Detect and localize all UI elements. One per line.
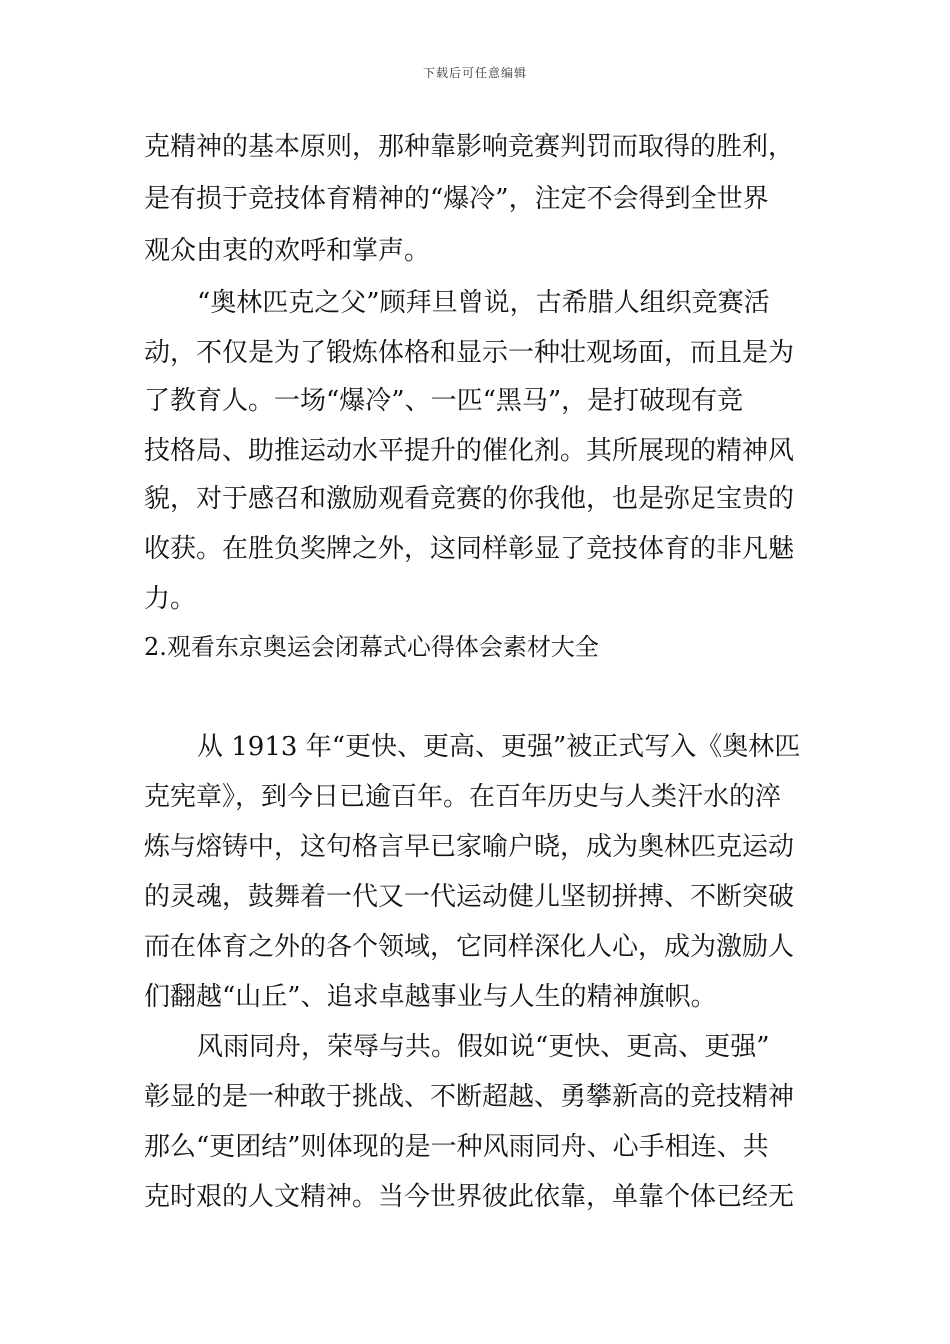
text-line: 观众由衷的欢呼和掌声。 — [144, 236, 431, 266]
text-line: 是有损于竞技体育精神的“爆冷”，注定不会得到全世界 — [144, 184, 769, 214]
text-line: 的灵魂，鼓舞着一代又一代运动健儿坚韧拼搏、不断突破 — [144, 882, 795, 912]
text-line: 技格局、助推运动水平提升的催化剂。其所展现的精神风 — [144, 436, 795, 466]
text-line: 了教育人。一场“爆冷”、一匹“黑马”，是打破现有竞 — [144, 386, 744, 416]
text-line: 们翻越“山丘”、追求卓越事业与人生的精神旗帜。 — [144, 982, 717, 1012]
text-line: 收获。在胜负奖牌之外，这同样彰显了竞技体育的非凡魅 — [144, 534, 795, 564]
text-line: 克时艰的人文精神。当今世界彼此依靠，单靠个体已经无 — [144, 1182, 795, 1212]
text-line: 炼与熔铸中，这句格言早已家喻户晓，成为奥林匹克运动 — [144, 832, 795, 862]
section-heading: 2.观看东京奥运会闭幕式心得体会素材大全 — [144, 633, 599, 661]
text-line: 克精神的基本原则，那种靠影响竞赛判罚而取得的胜利， — [144, 132, 795, 162]
text-line: 貌，对于感召和激励观看竞赛的你我他，也是弥足宝贵的 — [144, 484, 795, 514]
text-line: 而在体育之外的各个领域，它同样深化人心，成为激励人 — [144, 932, 795, 962]
text-line: 风雨同舟，荣辱与共。假如说“更快、更高、更强” — [197, 1032, 770, 1062]
text-line: “奥林匹克之父”顾拜旦曾说，古希腊人组织竞赛活 — [197, 288, 770, 318]
text-line: 动，不仅是为了锻炼体格和显示一种壮观场面，而且是为 — [144, 338, 795, 368]
text-line: 克宪章》，到今日已逾百年。在百年历史与人类汗水的淬 — [144, 782, 782, 812]
text-line: 从 1913 年“更快、更高、更强”被正式写入《奥林匹 — [197, 732, 801, 762]
page-header: 下载后可任意编辑 — [422, 66, 527, 80]
text-line: 那么“更团结”则体现的是一种风雨同舟、心手相连、共 — [144, 1132, 769, 1162]
text-line: 力。 — [144, 584, 197, 614]
text-line: 彰显的是一种敢于挑战、不断超越、勇攀新高的竞技精神 — [144, 1082, 795, 1112]
